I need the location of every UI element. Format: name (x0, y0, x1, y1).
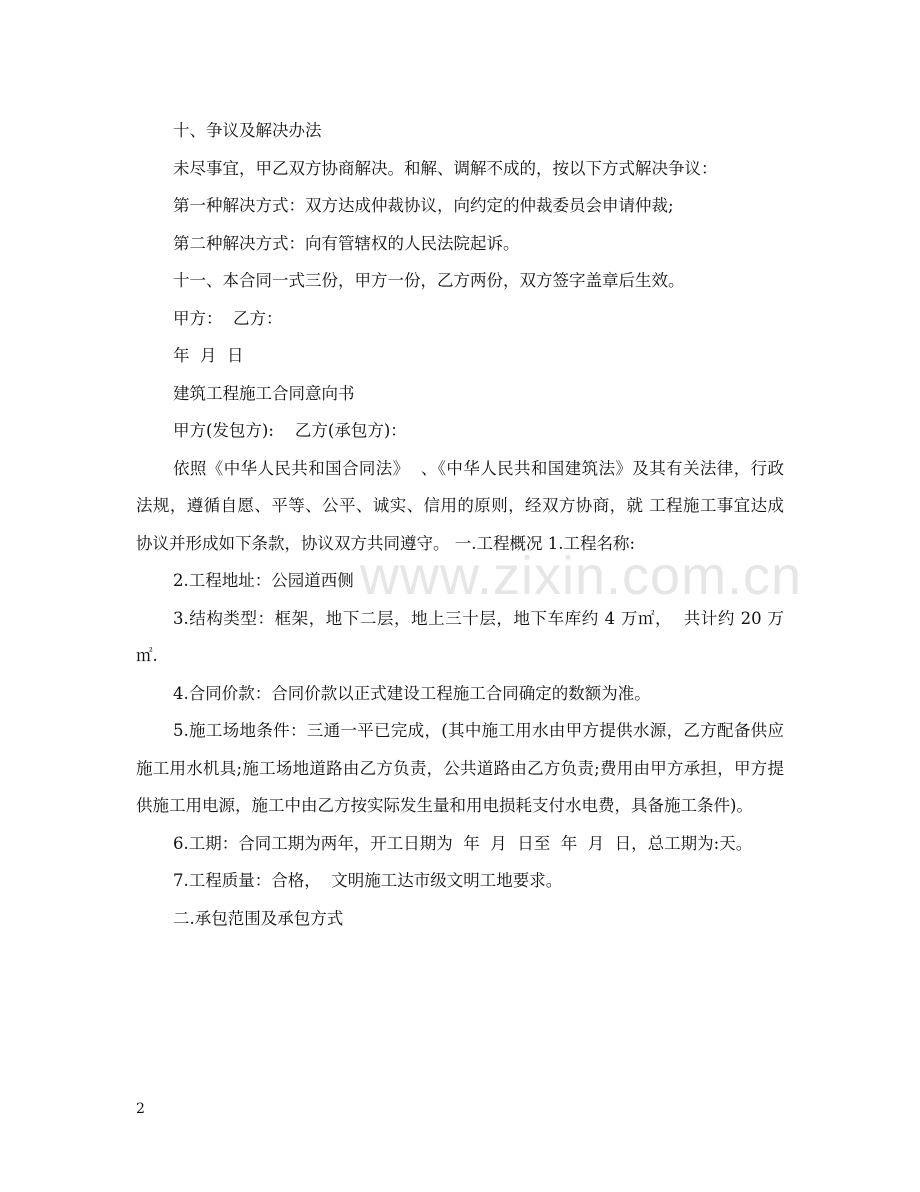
paragraph-copies-clause: 十一、本合同一式三份，甲方一份，乙方两份，双方签字盖章后生效。 (173, 271, 685, 290)
parties-line: 甲方(发包方): 乙方(承包方)： (173, 421, 407, 440)
paragraph-resolution-method-2: 第二种解决方式：向有管辖权的人民法院起诉。 (173, 233, 520, 253)
signature-date-line: 年 月 日 (173, 346, 244, 365)
paragraph-legal-basis: 依照《中华人民共和国合同法》 、《中华人民共和国建筑法》及其有关法律，行政法规，遵循自愿、平等、公平、诚实、信用的原则，经双方协商，就 工程施工事宜达成协议并形成如下条款，协议双方共同遵守。 一.工程概况 1.工程名称: (136, 458, 784, 553)
paragraph-contract-price: 4.合同价款：合同价款以正式建设工程施工合同确定的数额为准。 (173, 683, 651, 703)
paragraph-quality: 7.工程质量：合格， 文明施工达市级文明工地要求。 (173, 871, 563, 890)
paragraph-construction-period: 6.工期：合同工期为两年，开工日期为 年 月 日至 年 月 日，总工期为:天。 (173, 833, 753, 853)
paragraph-project-address: 2.工程地址：公园道西侧 (173, 571, 354, 590)
paragraph-negotiation: 未尽事宜，甲乙双方协商解决。和解、调解不成的，按以下方式解决争议： (173, 158, 718, 178)
document-subtitle: 建筑工程施工合同意向书 (173, 383, 355, 403)
paragraph-site-conditions: 5.施工场地条件：三通一平已完成，(其中施工用水由甲方提供水源，乙方配备供应施工用水机具;施工场地道路由乙方负责，公共道路由乙方负责;费用由甲方承担，甲方提供施工用电源，施工中由乙方按实际发生量和用电损耗支付水电费，具备施工条件)。 (136, 721, 784, 815)
section-heading-scope: 二.承包范围及承包方式 (173, 908, 344, 928)
paragraph-resolution-method-1: 第一种解决方式：双方达成仲裁协议，向约定的仲裁委员会申请仲裁; (173, 196, 674, 215)
watermark-text: www.zixin.com.cn (360, 546, 803, 606)
section-heading-dispute: 十、争议及解决办法 (173, 121, 322, 140)
paragraph-structure-type: 3.结构类型：框架，地下二层，地上三十层，地下车库约 4 万㎡， 共计约 20 万㎡. (136, 608, 784, 665)
document-body (136, 112, 784, 937)
signature-parties-line: 甲方： 乙方： (173, 308, 283, 328)
page-number: 2 (136, 1101, 145, 1117)
